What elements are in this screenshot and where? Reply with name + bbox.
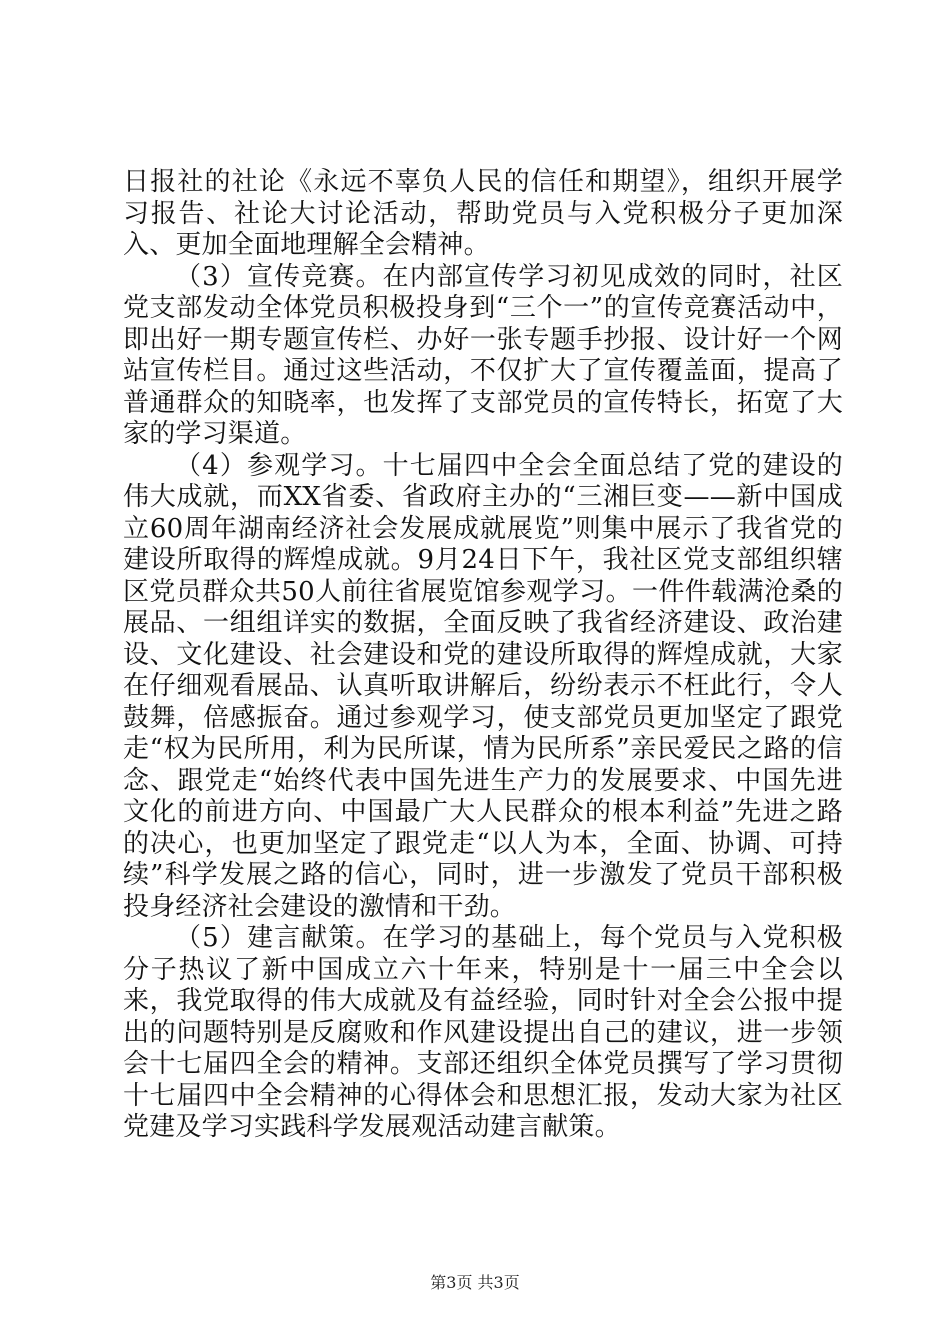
paragraph-visit-study: （4）参观学习。十七届四中全会全面总结了党的建设的伟大成就，而XX省委、省政府主办的“三湘巨变——新中国成立60周年湖南经济社会发展成就展览”则集中展示了我省党的建设所取得的辉煌成就。9月24日下午，我社区党支部组织辖区党员群众共50人前往省展览馆参观学习。一件件载满沧桑的展品、一组组详实的数据，全面反映了我省经济建设、政治建设、文化建设、社会建设和党的建设所取得的辉煌成就，大家在仔细观看展品、认真听取讲解后，纷纷表示不枉此行，令人鼓舞，倍感振奋。通过参观学习，使支部党员更加坚定了跟党走“权为民所用，利为民所谋，情为民所系”亲民爱民之路的信念、跟党走“始终代表中国先进生产力的发展要求、中国先进文化的前进方向、中国最广大人民群众的根本利益”先进之路的决心，也更加坚定了跟党走“以人为本，全面、协调、可持续”科学发展之路的信心，同时，进一步激发了党员干部积极投身经济社会建设的激情和干劲。 [123,450,843,922]
document-body [123,167,843,1144]
paragraph-continuation: 日报社的社论《永远不辜负人民的信任和期望》，组织开展学习报告、社论大讨论活动，帮助党员与入党积极分子更加深入、更加全面地理解全会精神。 [123,167,843,260]
paragraph-publicity-contest: （3）宣传竞赛。在内部宣传学习初见成效的同时，社区党支部发动全体党员积极投身到“三个一”的宣传竞赛活动中，即出好一期专题宣传栏、办好一张专题手抄报、设计好一个网站宣传栏目。通过这些活动，不仅扩大了宣传覆盖面，提高了普通群众的知晓率，也发挥了支部党员的宣传特长，拓宽了大家的学习渠道。 [123,261,843,449]
page-number-footer: 第3页 共3页 [430,1273,520,1292]
paragraph-suggestions: （5）建言献策。在学习的基础上，每个党员与入党积极分子热议了新中国成立六十年来，特别是十一届三中全会以来，我党取得的伟大成就及有益经验，同时针对全会公报中提出的问题特别是反腐败和作风建设提出自己的建议，进一步领会十七届四全会的精神。支部还组织全体党员撰写了学习贯彻十七届四中全会精神的心得体会和思想汇报，发动大家为社区党建及学习实践科学发展观活动建言献策。 [123,923,843,1142]
